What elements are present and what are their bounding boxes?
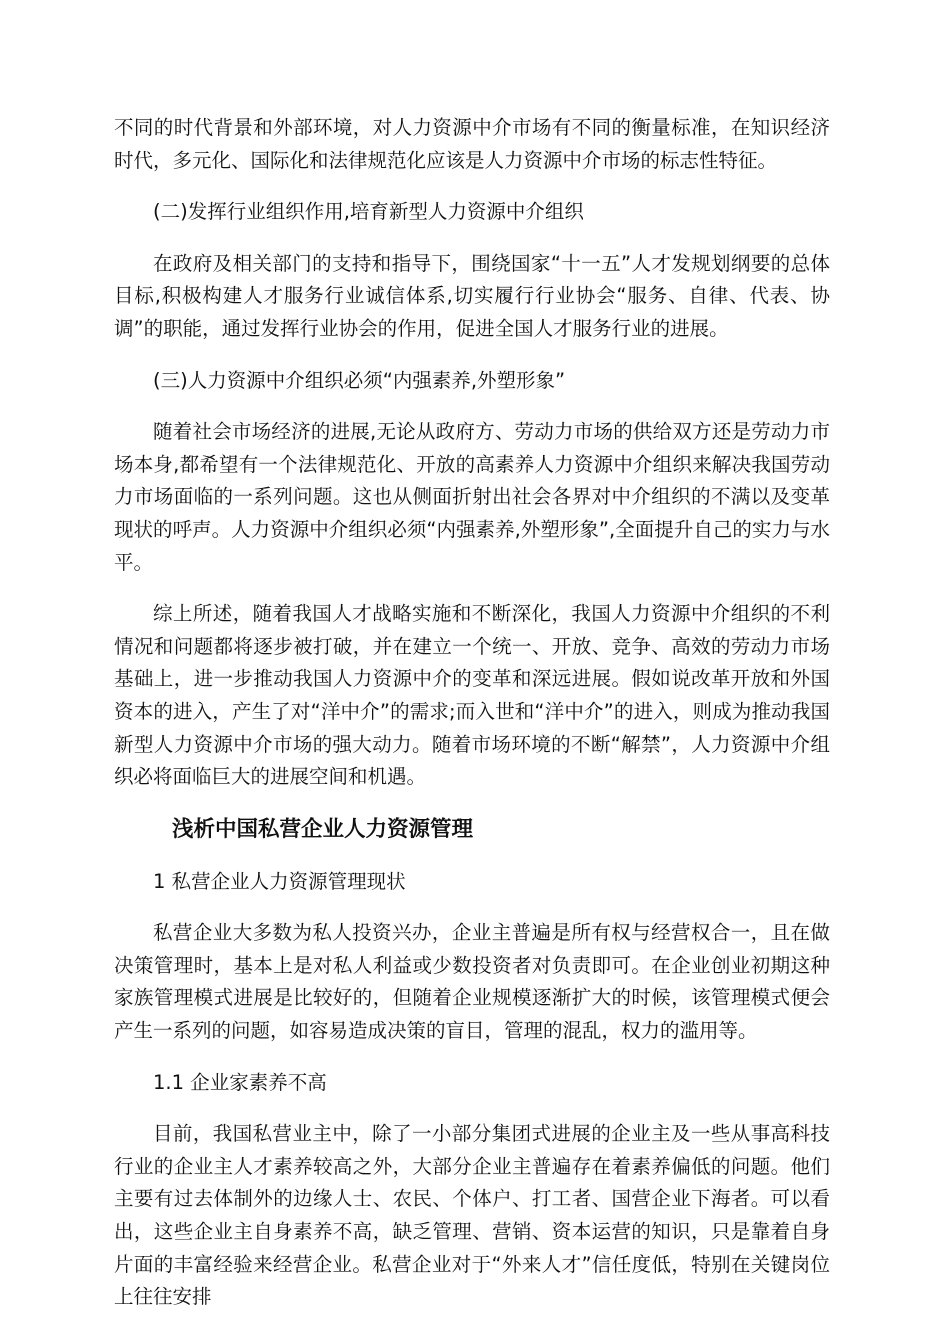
paragraph-entrepreneur-quality: 目前，我国私营业主中，除了一小部分集团式进展的企业主及一些从事高科技行业的企业主人才素养较高之外，大部分企业主普遍存在着素养偏低的问题。他们主要有过去体制外的边缘人士、农民、个体户、打工者、国营企业下海者。可以看出，这些企业主自身素养不高，缺乏管理、营销、资本运营的知识，只是靠着自身片面的丰富经验来经营企业。私营企业对于“外来人才”信任度低，特别在关键岗位上往往安排 — [114, 1122, 830, 1309]
subheading-two: (二)发挥行业组织作用,培育新型人力资源中介组织 — [153, 200, 584, 224]
paragraph-summary: 综上所述，随着我国人才战略实施和不断深化，我国人力资源中介组织的不利情况和问题都将逐步被打破，并在建立一个统一、开放、竞争、高效的劳动力市场基础上，进一步推动我国人力资源中介的变革和深远进展。假如说改革开放和外国资本的进入，产生了对“洋中介”的需求;而入世和“洋中介”的进入，则成为推动我国新型人力资源中介市场的强大动力。随着市场环境的不断“解禁”，人力资源中介组织必将面临巨大的进展空间和机遇。 — [114, 602, 830, 789]
paragraph-industry-association: 在政府及相关部门的支持和指导下，围绕国家“十一五”人才发规划纲要的总体目标,积极构建人才服务行业诚信体系,切实履行行业协会“服务、自律、代表、协调”的职能，通过发挥行业协会的作用，促进全国人才服务行业的进展。 — [114, 251, 830, 340]
section-heading-1-1: 1.1 企业家素养不高 — [153, 1070, 327, 1094]
subheading-three: (三)人力资源中介组织必须“内强素养,外塑形象” — [153, 368, 566, 392]
document-page — [114, 112, 830, 1333]
paragraph-market-economy: 随着社会市场经济的进展,无论从政府方、劳动力市场的供给双方还是劳动力市场本身,都希望有一个法律规范化、开放的高素养人力资源中介组织来解决我国劳动力市场面临的一系列问题。这也从侧面折射出社会各界对中介组织的不满以及变革现状的呼声。人力资源中介组织必须“内强素养,外塑形象”,全面提升自己的实力与水平。 — [114, 420, 830, 574]
article-title: 浅析中国私营企业人力资源管理 — [172, 816, 474, 842]
section-heading-1: 1 私营企业人力资源管理现状 — [153, 869, 406, 893]
paragraph-continued: 不同的时代背景和外部环境，对人力资源中介市场有不同的衡量标准，在知识经济时代，多元化、国际化和法律规范化应该是人力资源中介市场的标志性特征。 — [114, 116, 830, 172]
paragraph-private-enterprise: 私营企业大多数为私人投资兴办，企业主普遍是所有权与经营权合一，且在做决策管理时，基本上是对私人利益或少数投资者对负责即可。在企业创业初期这种家族管理模式进展是比较好的，但随着企业规模逐渐扩大的时候，该管理模式便会产生一系列的问题，如容易造成决策的盲目，管理的混乱，权力的滥用等。 — [114, 921, 830, 1043]
